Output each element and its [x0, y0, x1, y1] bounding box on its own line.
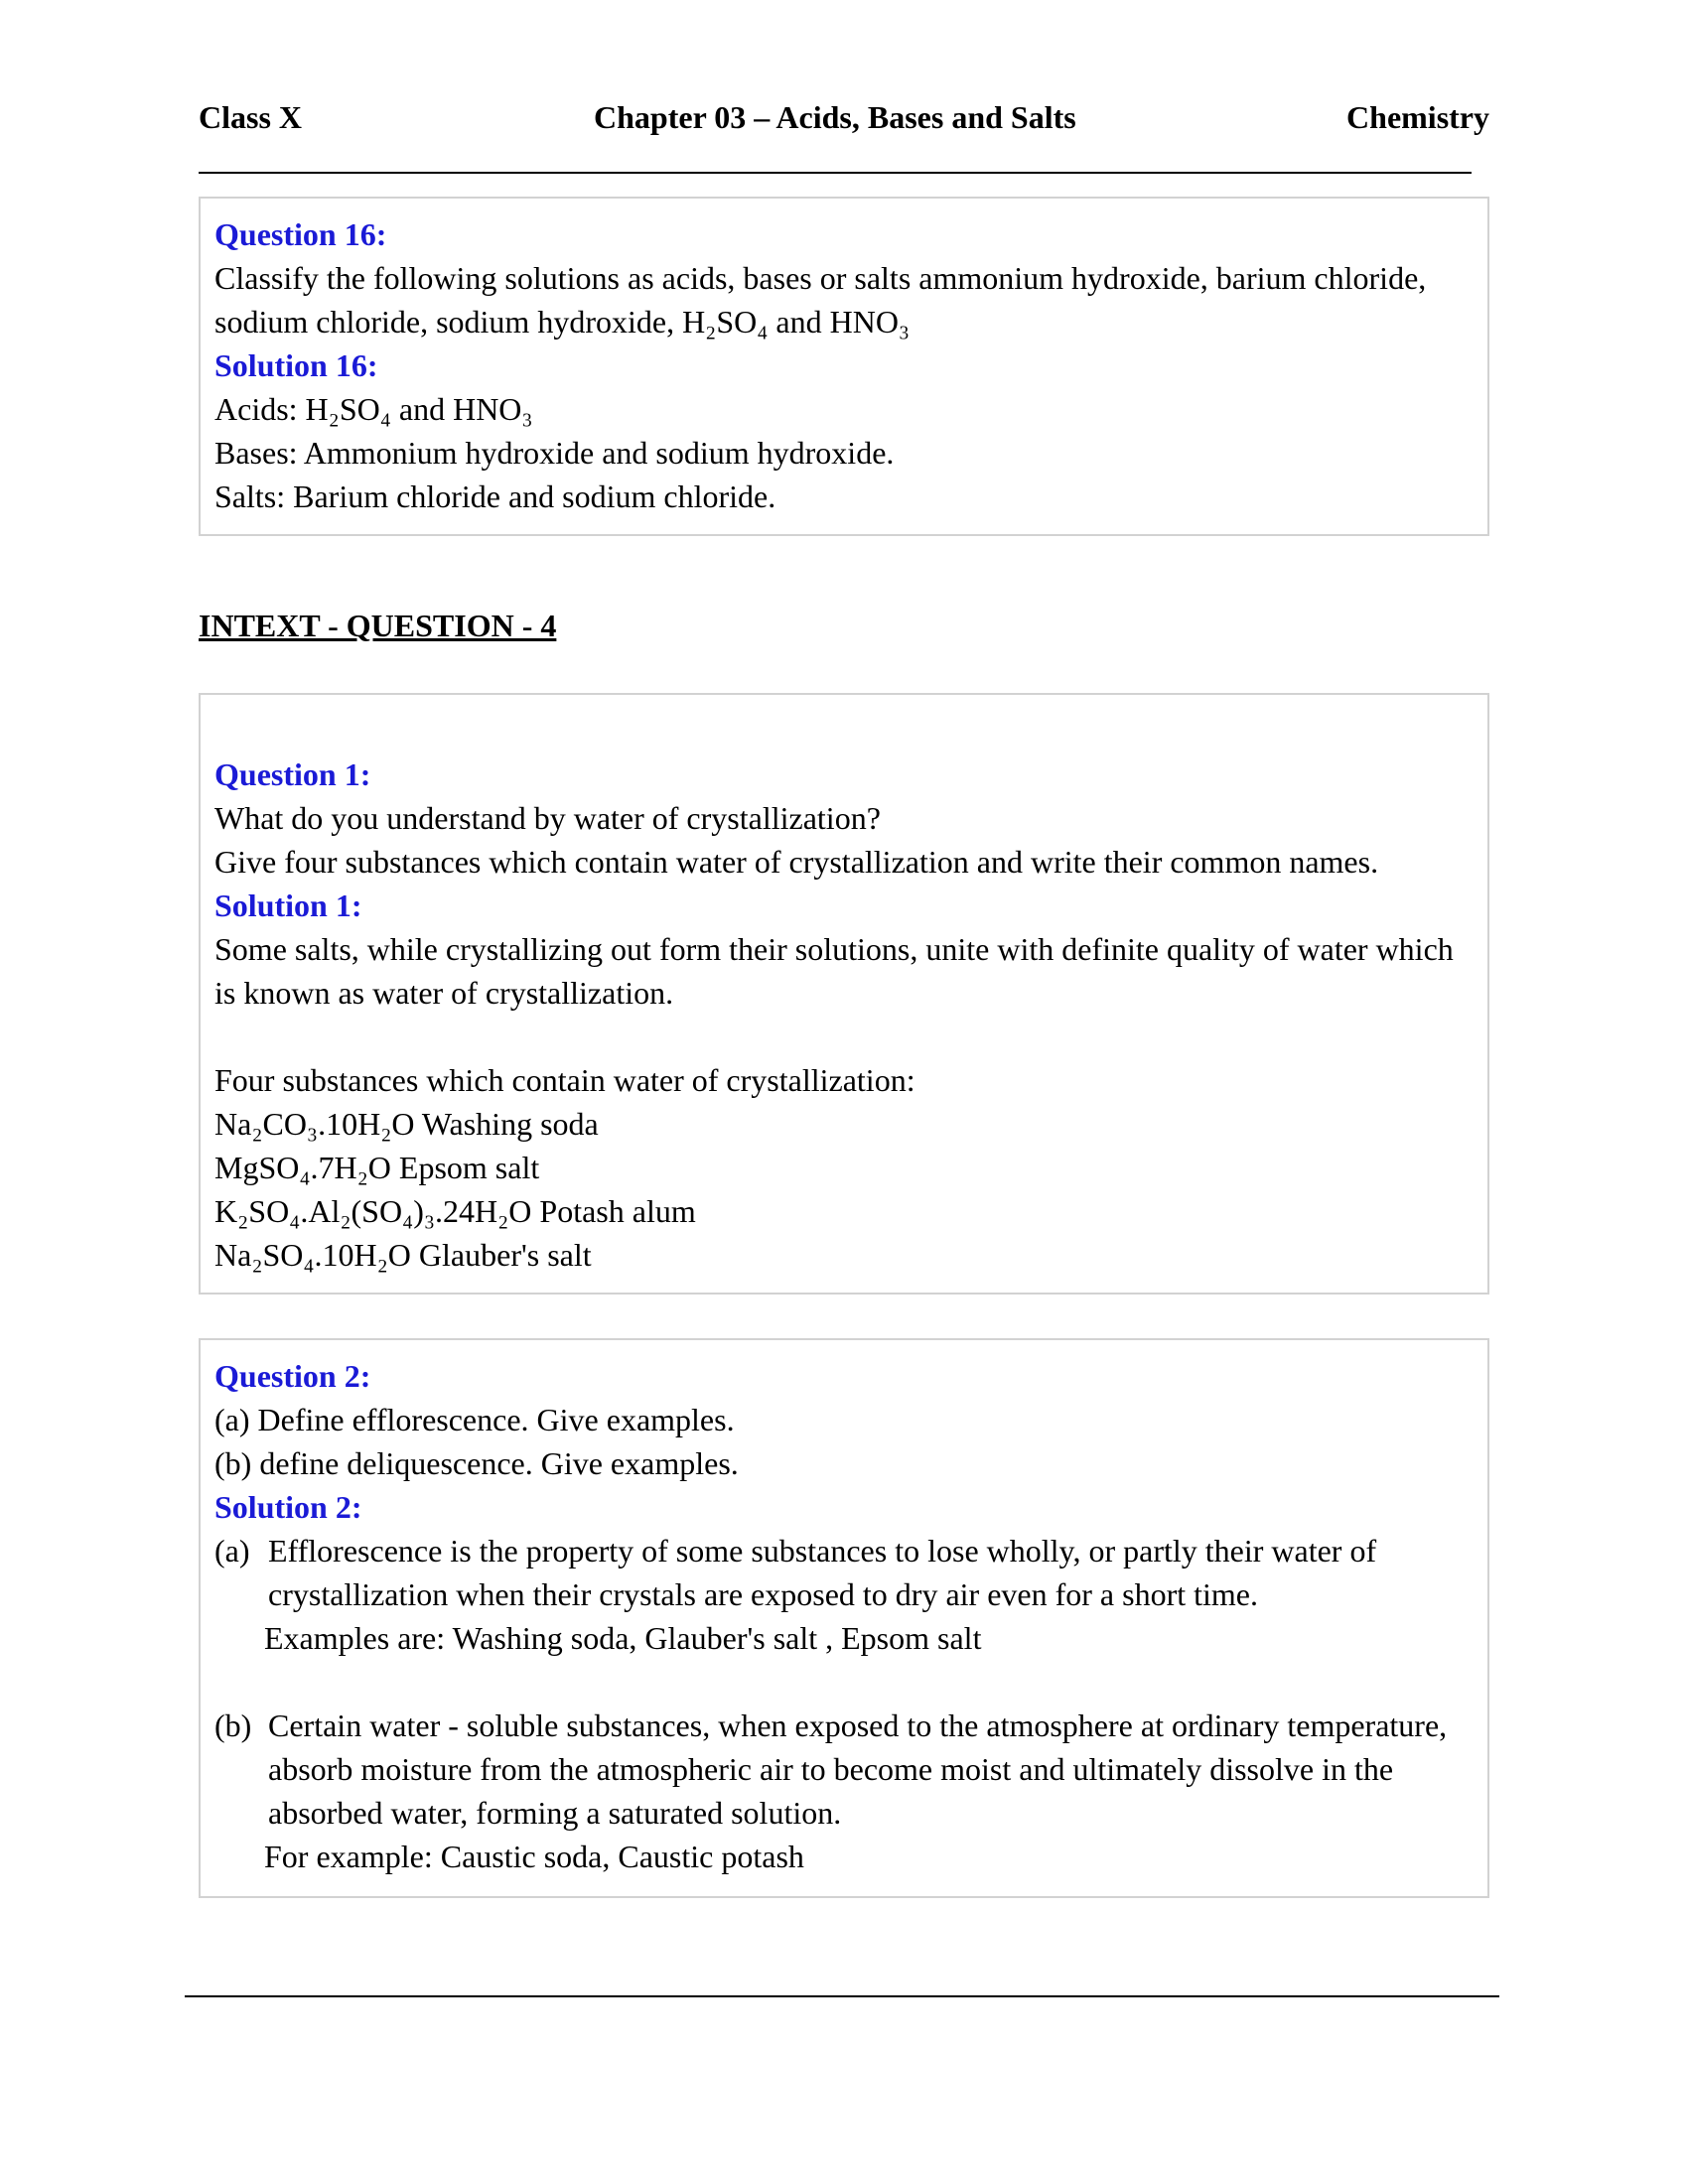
part-b-line2: absorb moisture from the atmospheric air to become moist and ultimately dissolve in the: [268, 1751, 1394, 1787]
substance-item: Na₂CO₃.10H₂O Washing soda: [214, 1106, 599, 1142]
solution-16-bases: Bases: Ammonium hydroxide and sodium hydroxide.: [214, 435, 895, 471]
solution-2-label: Solution 2:: [214, 1489, 362, 1525]
question-1-box: [199, 693, 1489, 1295]
solution-1-line1: Some salts, while crystallizing out form their solutions, unite with definite quality of water which: [214, 931, 1454, 967]
solution-2-part-a: [214, 1529, 1474, 1616]
question-16-label: Question 16:: [214, 216, 387, 252]
part-a-examples: Examples are: Washing soda, Glauber's salt , Epsom salt: [264, 1620, 982, 1656]
part-a-marker: (a): [214, 1533, 250, 1569]
header-class: Class X: [199, 99, 303, 135]
conjunction-and: and: [768, 304, 830, 340]
solution-1-label: Solution 1:: [214, 887, 362, 923]
part-b-examples: For example: Caustic soda, Caustic potash: [264, 1839, 804, 1874]
substances-intro: Four substances which contain water of crystallization:: [214, 1062, 915, 1098]
spacer: [214, 1015, 1474, 1058]
question-1-text-line1: What do you understand by water of crystallization?: [214, 800, 881, 836]
solution-16-salts: Salts: Barium chloride and sodium chloride.: [214, 478, 776, 514]
question-16-text-line2: [214, 300, 1474, 343]
question-16-text-prefix: sodium chloride, sodium hydroxide,: [214, 304, 683, 340]
substance-item: MgSO₄.7H₂O Epsom salt: [214, 1150, 540, 1185]
part-b-line1: Certain water - soluble substances, when exposed to the atmosphere at ordinary temperature,: [268, 1707, 1448, 1743]
solution-2-part-b: [214, 1704, 1474, 1835]
substance-item: K₂SO₄.Al₂(SO₄)₃.24H₂O Potash alum: [214, 1193, 696, 1229]
question-2-part-a: (a) Define efflorescence. Give examples.: [214, 1402, 735, 1437]
solution-1-line2: is known as water of crystallization.: [214, 975, 674, 1011]
solution-16-acids: Acids: H₂SO₄ and HNO₃: [214, 391, 533, 427]
section-heading: INTEXT - QUESTION - 4: [199, 608, 557, 643]
question-2-part-b: (b) define deliquescence. Give examples.: [214, 1445, 739, 1481]
part-a-line1: Efflorescence is the property of some substances to lose wholly, or partly their water of: [268, 1533, 1377, 1569]
header-subject: Chemistry: [1346, 99, 1489, 135]
question-2-label: Question 2:: [214, 1358, 371, 1394]
header-chapter-title: Chapter 03 – Acids, Bases and Salts: [594, 99, 1076, 135]
question-1-text-line2: Give four substances which contain water of crystallization and write their common names.: [214, 844, 1379, 880]
page-header: [199, 99, 1489, 143]
question-2-box: [199, 1338, 1489, 1898]
solution-16-label: Solution 16:: [214, 347, 378, 383]
part-b-marker: (b): [214, 1707, 252, 1743]
question-16-box: [199, 197, 1489, 536]
spacer: [214, 1660, 1474, 1704]
substance-item: Na₂SO₄.10H₂O Glauber's salt: [214, 1237, 592, 1273]
part-b-body: [268, 1704, 1474, 1835]
question-16-text-line1: Classify the following solutions as acids, bases or salts ammonium hydroxide, barium chloride,: [214, 260, 1427, 296]
footer-divider: [185, 1995, 1499, 1997]
part-a-line2: crystallization when their crystals are exposed to dry air even for a short time.: [268, 1576, 1258, 1612]
formula-h2so4: H₂SO₄: [682, 304, 769, 340]
header-divider: [199, 172, 1472, 174]
formula-hno3: HNO₃: [829, 304, 911, 340]
part-a-body: [268, 1529, 1474, 1616]
question-1-label: Question 1:: [214, 756, 371, 792]
part-b-line3: absorbed water, forming a saturated solution.: [268, 1795, 842, 1831]
